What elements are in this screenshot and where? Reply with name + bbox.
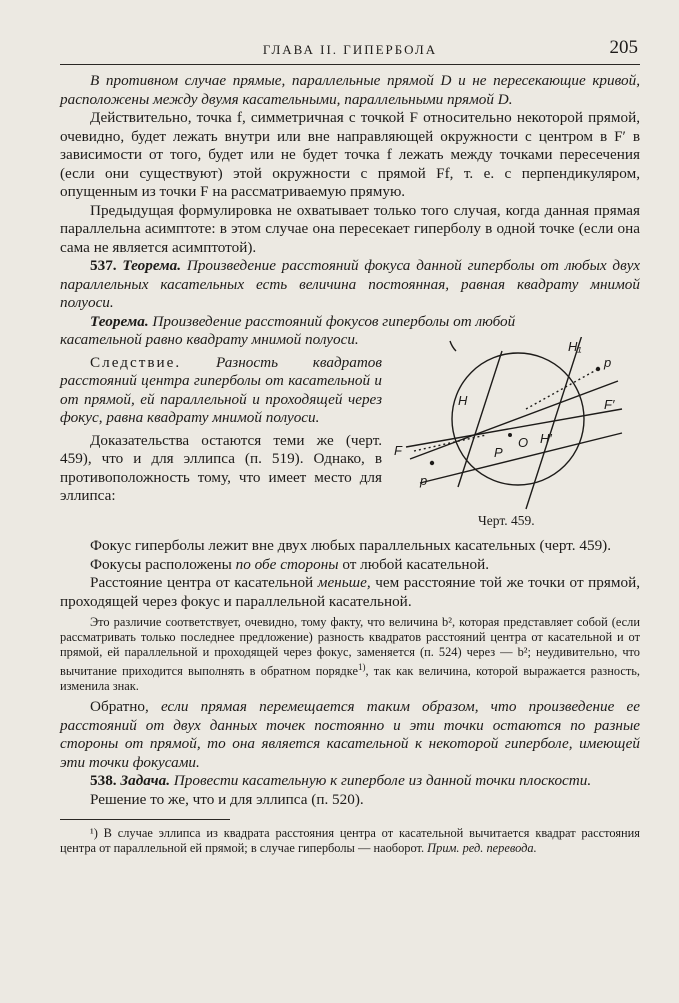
paragraph-p3: Предыдущая формулировка не охватывает только того случая, когда данная прямая параллельна асимптоте: в этом случае она пересекает гиперболу в одной точке (если она сама не является асимптотой).: [60, 201, 640, 256]
label-Fprime: F′: [604, 397, 615, 412]
paragraph-distance: Расстояние центра от касательной меньше, чем расстояние той же точки от прямой, проходящей через фокус и параллельной касательной.: [60, 574, 640, 610]
section-number: 537.: [90, 257, 117, 274]
label-P: P: [494, 445, 503, 460]
figure-459: [390, 337, 640, 537]
paragraph-converse: Обратно, если прямая перемещается таким образом, что произведение ее расстояний от двух данных точек постоянно и эти точки остаются по разные стороны от прямой, то она является касательной к некоторой гиперболе, имеющей эти точки фокусами.: [60, 698, 640, 771]
corollary: Следствие. Разность квадратов расстояний центра гиперболы от касательной и от прямой, ей параллельной и проходящей через фокус, равна квадрату мнимой полуоси.: [60, 353, 382, 426]
theorem-2-cont: касательной равно квадрату мнимой полуоси.: [60, 331, 359, 348]
footnote-divider: [60, 819, 230, 820]
paragraph-solution: Решение то же, что и для эллипса (п. 520).: [90, 790, 364, 808]
footnote-mark: ¹): [90, 826, 98, 841]
footnote: ¹) В случае эллипса из квадрата расстояния центра от касательной вычитается квадрат расстояния центра от параллельной ей прямой; в случае гиперболы — наоборот. Прим. ред. перевода.: [60, 826, 640, 856]
paragraph-p2: Действительно, точка f, симметричная с точкой F относительно некоторой прямой, очевидно, будет лежать внутри или вне направляющей окружности с центром в F′ в зависимости от того, будет или не будет точка f лежать между точками пересечения (если они существуют) этой окружности с прямой Ff, т. е. с перпендикуляром, опущенным из точки F на рассматриваемую прямую.: [60, 109, 640, 200]
curve-tick: [450, 341, 456, 351]
section-537: [60, 257, 640, 313]
perp-right: [526, 369, 598, 409]
section-text: Произведение расстояний фокуса данной гиперболы от любых двух параллельных касательных есть величина постоянная, равная квадрату мнимой полуоси.: [60, 257, 640, 311]
label-O: O: [518, 435, 529, 450]
label-p-top: p: [604, 355, 612, 370]
hyperbola-diagram: [390, 337, 640, 537]
label-p-bottom: p: [420, 473, 428, 488]
line-F-Fprime: [410, 381, 618, 459]
paragraph-p1: В противном случае прямые, параллельные прямой D и не пересекающие кривой, расположены между двумя касательными, параллельными прямой D.: [60, 72, 640, 108]
page-number: 205: [609, 37, 638, 58]
paragraph-foci: Фокусы расположены по обе стороны от любой касательной.: [90, 555, 490, 573]
figure-caption: Черт. 459.: [478, 513, 535, 528]
footnote-ref: 1): [357, 662, 366, 672]
tangent-left: [458, 351, 502, 487]
label-F: F: [394, 443, 402, 458]
label-H1: H₁: [568, 339, 582, 354]
label-H: H: [458, 393, 468, 408]
theorem-2: Теорема. Произведение расстояний фокусов гиперболы от любой: [90, 312, 516, 330]
text-beside-figure: [60, 331, 382, 506]
label-Hprime: H′: [540, 431, 552, 446]
small-print-remark: Это различие соответствует, очевидно, тому факту, что величина b², которая представляет собой (если рассматривать только последнее предложение) разность квадратов расстояний центра от касательной и от прямой, ей параллельной и проходящей через фокус, заменяется (п. 524) через — b²; неудивительно, что вычитание приходится выполнять в обратном порядке$^{1)}$, так как величина, которой выражается разность, изменила знак.: [60, 615, 641, 694]
proof-paragraph: Доказательства остаются теми же (черт. 459), что и для эллипса (п. 519). Однако, в противоположность тому, что имеет место для эллипса:: [60, 431, 382, 504]
paragraph-focus: Фокус гиперболы лежит вне двух любых параллельных касательных (черт. 459).: [90, 537, 612, 554]
tangent-right: [526, 337, 582, 509]
running-header: [60, 37, 640, 65]
page-body: [60, 72, 640, 856]
section-heading: Теорема.: [122, 257, 182, 274]
chapter-title: ГЛАВА II. ГИПЕРБОЛА: [262, 42, 438, 57]
section-538: 538. Задача. Провести касательную к гиперболе из данной точки плоскости.: [90, 772, 592, 790]
